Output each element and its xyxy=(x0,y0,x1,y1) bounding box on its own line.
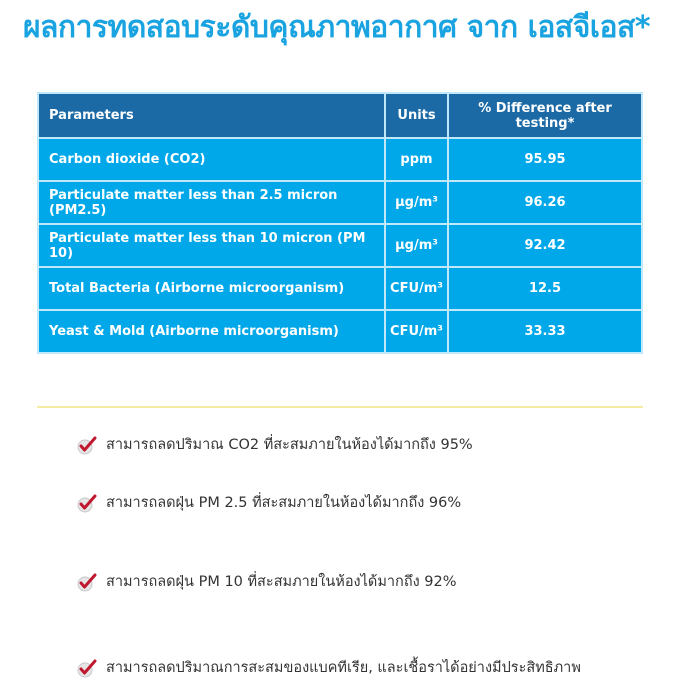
unit-cell: CFU/m³ xyxy=(385,267,448,310)
benefit-text: สามารถลดปริมาณการสะสมของแบคทีเรีย, และเชื้อราได้อย่างมีประสิทธิภาพ xyxy=(106,660,581,676)
parameter-cell: Total Bacteria (Airborne microorganism) xyxy=(38,267,385,310)
benefit-item xyxy=(76,491,461,514)
value-cell: 33.33 xyxy=(448,310,642,353)
unit-cell: µg/m³ xyxy=(385,224,448,267)
header-units: Units xyxy=(385,93,448,138)
divider xyxy=(37,406,643,408)
unit-cell: µg/m³ xyxy=(385,181,448,224)
benefit-text: สามารถลดฝุ่น PM 10 ที่สะสมภายในห้องได้มากถึง 92% xyxy=(106,574,457,590)
value-cell: 92.42 xyxy=(448,224,642,267)
table-header-row xyxy=(38,93,642,138)
unit-cell: CFU/m³ xyxy=(385,310,448,353)
check-icon xyxy=(76,492,98,514)
page-title: ผลการทดสอบระดับคุณภาพอากาศ จาก เอสจีเอส* xyxy=(22,10,651,45)
header-parameters: Parameters xyxy=(38,93,385,138)
table-row xyxy=(38,310,642,353)
value-cell: 96.26 xyxy=(448,181,642,224)
air-quality-table xyxy=(37,92,643,354)
value-cell: 12.5 xyxy=(448,267,642,310)
value-cell: 95.95 xyxy=(448,138,642,181)
table-row xyxy=(38,267,642,310)
parameter-cell: Particulate matter less than 2.5 micron (PM2.5) xyxy=(38,181,385,224)
table-row xyxy=(38,138,642,181)
benefit-text: สามารถลดฝุ่น PM 2.5 ที่สะสมภายในห้องได้มากถึง 96% xyxy=(106,495,462,511)
header-difference: % Difference after testing* xyxy=(448,93,642,138)
table-row xyxy=(38,181,642,224)
benefit-text: สามารถลดปริมาณ CO2 ที่สะสมภายในห้องได้มากถึง 95% xyxy=(106,437,473,453)
unit-cell: ppm xyxy=(385,138,448,181)
parameter-cell: Carbon dioxide (CO2) xyxy=(38,138,385,181)
benefit-item xyxy=(76,570,457,593)
benefit-item xyxy=(76,656,581,679)
table-row xyxy=(38,224,642,267)
benefit-item xyxy=(76,433,473,456)
check-icon xyxy=(76,657,98,679)
parameter-cell: Yeast & Mold (Airborne microorganism) xyxy=(38,310,385,353)
check-icon xyxy=(76,434,98,456)
parameter-cell: Particulate matter less than 10 micron (PM 10) xyxy=(38,224,385,267)
check-icon xyxy=(76,571,98,593)
